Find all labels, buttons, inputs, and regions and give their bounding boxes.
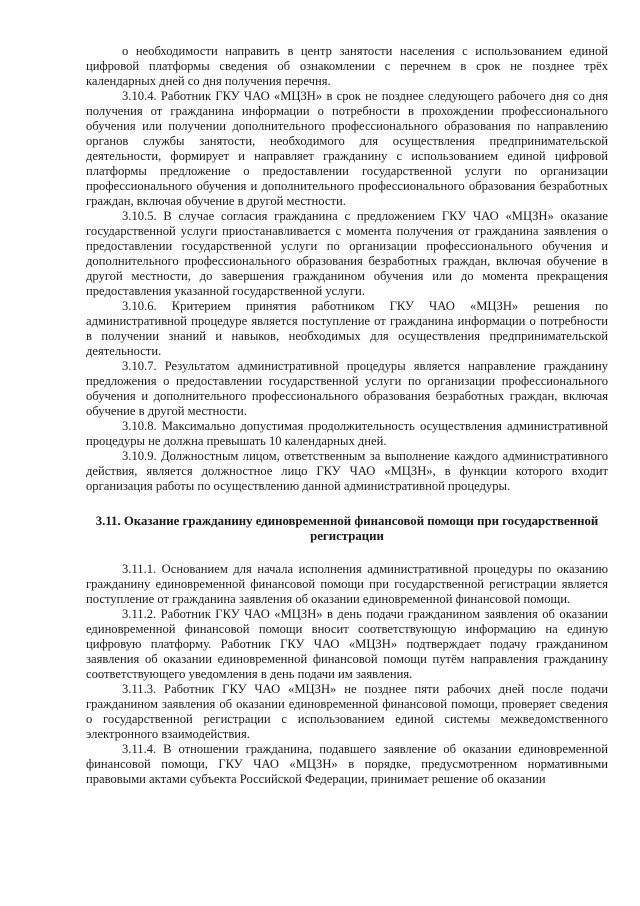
paragraph-3-10-8: 3.10.8. Максимально допустимая продолжительность осуществления административной процедуры не должна превышать 10 календарных дней. [86,419,608,448]
paragraph-3-11-4: 3.11.4. В отношении гражданина, подавшего заявление об оказании единовременной финансовой помощи, ГКУ ЧАО «МЦЗН» в порядке, предусмотренном нормативными правовыми актами субъекта Российской Федерации, принимает решение об оказании [86,742,608,786]
paragraph-3-10-9: 3.10.9. Должностным лицом, ответственным за выполнение каждого административного действия, является должностное лицо ГКУ ЧАО «МЦЗН», в функции которого входит организация работы по осуществлению данной административной процедуры. [86,449,608,493]
paragraph-3-10-7: 3.10.7. Результатом административной процедуры является направление гражданину предложения о предоставлении государственной услуги по организации профессионального обучения и дополнительного профессионального образования безработных граждан, включая обучение в другой местности. [86,359,608,418]
paragraph-3-11-2: 3.11.2. Работник ГКУ ЧАО «МЦЗН» в день подачи гражданином заявления об оказании единовременной финансовой помощи вносит соответствующую информацию на единую цифровую платформу. Работник ГКУ ЧАО «МЦЗН» подтверждает подачу гражданином заявления об оказании единовременной финансовой помощи путём направления гражданину соответствующего уведомления в день подачи им заявления. [86,607,608,681]
paragraph-continuation: о необходимости направить в центр занятости населения с использованием единой цифровой платформы сведения об ознакомлении с перечнем в срок не позднее трёх календарных дней со дня получения перечня. [86,44,608,88]
paragraph-3-10-6: 3.10.6. Критерием принятия работником ГКУ ЧАО «МЦЗН» решения по административной процедуре является поступление от гражданина информации о потребности в получении знаний и навыков, необходимых для осуществления предпринимательской деятельности. [86,299,608,358]
section-heading: 3.11. Оказание гражданину единовременной финансовой помощи при государственной регистрации [95,514,599,543]
paragraph-3-11-3: 3.11.3. Работник ГКУ ЧАО «МЦЗН» не позднее пяти рабочих дней после подачи гражданином заявления об оказании единовременной финансовой помощи, проверяет сведения о государственной регистрации с использованием единой системы межведомственного электронного взаимодействия. [86,682,608,741]
paragraph-3-10-5: 3.10.5. В случае согласия гражданина с предложением ГКУ ЧАО «МЦЗН» оказание государственной услуги приостанавливается с момента получения от гражданина заявления о предоставлении государственной услуги по организации профессионального обучения и дополнительного профессионального образования безработных граждан, включая обучение в другой местности, до завершения гражданином обучения или до момента прекращения предоставления указанной государственной услуги. [86,209,608,298]
paragraph-3-11-1: 3.11.1. Основанием для начала исполнения административной процедуры по оказанию гражданину единовременной финансовой помощи при государственной регистрации является поступление от гражданина заявления об оказании единовременной финансовой помощи. [86,562,608,606]
paragraph-3-10-4: 3.10.4. Работник ГКУ ЧАО «МЦЗН» в срок не позднее следующего рабочего дня со дня получения от гражданина информации о потребности в прохождении профессионального обучения или получении дополнительного профессионального образования по направлению органов службы занятости, необходимого для осуществления предпринимательской деятельности, формирует и направляет гражданину с использованием единой цифровой платформы предложение о предоставлении государственной услуги по организации профессионального обучения и дополнительного профессионального образования безработных граждан, включая обучение в другой местности. [86,89,608,208]
